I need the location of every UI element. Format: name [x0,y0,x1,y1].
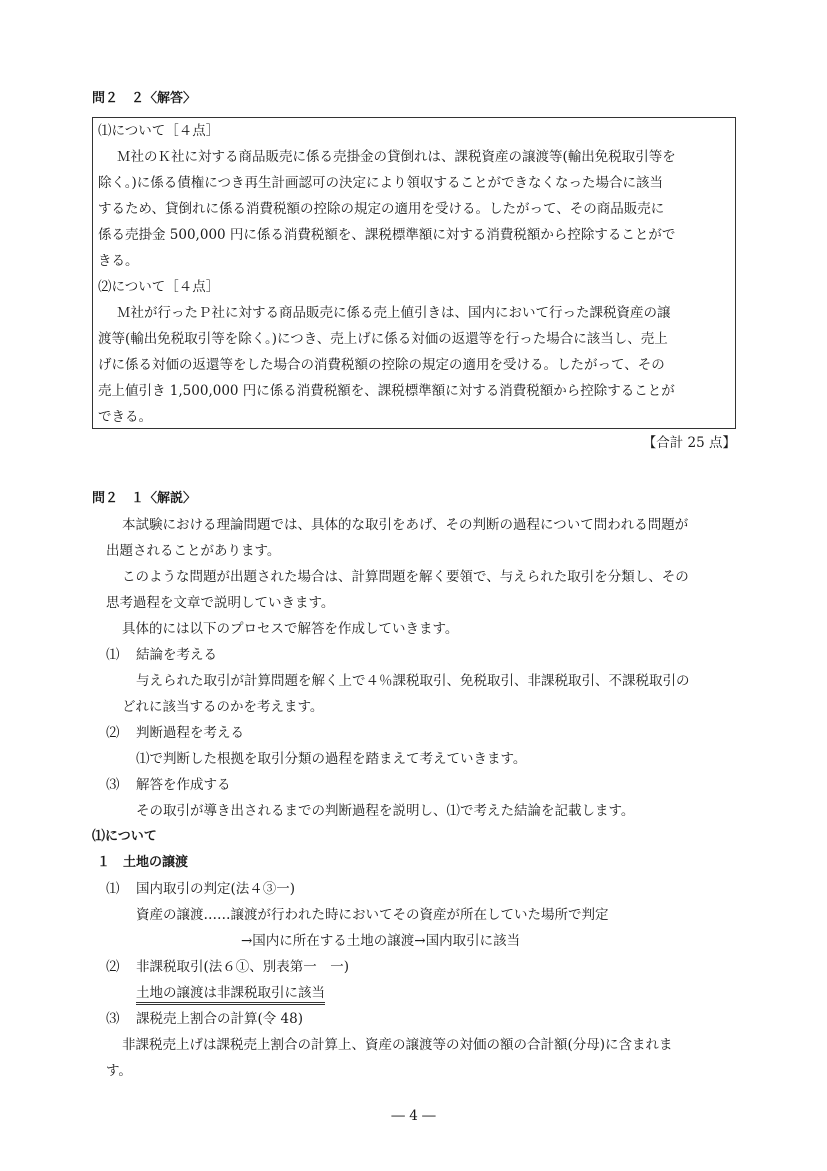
step-title: 結論を考える [136,647,217,663]
step-number: ⑴ [106,647,120,663]
item-number: ⑴ [106,881,120,897]
part1-line: Ｍ社のＫ社に対する商品販売に係る売掛金の貸倒れは、課税資産の譲渡等(輸出免税取引等を [117,149,676,165]
intro-line: 具体的には以下のプロセスで解答を作成していきます。 [122,621,459,637]
item-title: 課税売上割合の計算(令 48) [136,1011,304,1027]
step-number: ⑵ [106,725,120,741]
item-line-wrapper [136,983,325,1003]
step-title: 判断過程を考える [136,725,244,741]
answer-heading: 問２ ２〈解答〉 [92,91,197,106]
step-line: 与えられた取引が計算問題を解く上で４％課税取引、免税取引、非課税取引、不課税取引の [136,673,690,689]
step-line: その取引が導き出されるまでの判断過程を説明し、⑴で考えた結論を記載します。 [136,803,635,819]
part2-heading: ⑵について［４点］ [98,279,220,295]
topic-title: １ 土地の譲渡 [97,855,189,870]
part2-line: げに係る対価の返還等をした場合の消費税額の控除の規定の適用を受ける。したがって、その [98,357,665,373]
part1-heading: ⑴について［４点］ [98,123,220,139]
intro-line: 思考過程を文章で説明していきます。 [106,595,335,611]
item-line: す。 [106,1063,132,1079]
intro-line: 本試験における理論問題では、具体的な取引をあげ、その判断の過程について問われる問題が [122,517,689,533]
item-number: ⑶ [106,1011,120,1027]
item-title: 国内取引の判定(法４③一) [136,881,296,897]
part2-line: できる。 [98,409,152,425]
item-line: 資産の譲渡……譲渡が行われた時においてその資産が所在していた場所で判定 [136,907,609,923]
item-line: 非課税売上げは課税売上割合の計算上、資産の譲渡等の対価の額の合計額(分母)に含まれま [122,1037,673,1053]
page-number: ― 4 ― [391,1108,436,1124]
part2-line: 売上値引き 1,500,000 円に係る消費税額を、課税標準額に対する消費税額から控除することが [98,383,675,399]
part1-line: きる。 [98,253,139,269]
underlined-conclusion: 土地の譲渡は非課税取引に該当 [136,985,325,1005]
intro-line: 出題されることがあります。 [106,543,281,559]
item-line: →国内に所在する土地の譲渡→国内取引に該当 [241,933,521,949]
item-title: 非課税取引(法６①、別表第一 一) [136,959,350,975]
part1-line: するため、貸倒れに係る消費税額の控除の規定の適用を受ける。したがって、その商品販売に [98,201,665,217]
intro-line: このような問題が出題された場合は、計算問題を解く要領で、与えられた取引を分類し、その [122,569,689,585]
step-line: どれに該当するのかを考えます。 [122,699,324,715]
step-line: ⑴で判断した根拠を取引分類の過程を踏まえて考えていきます。 [136,751,527,767]
sub-heading: ⑴について [92,829,157,844]
part2-line: Ｍ社が行ったＰ社に対する商品販売に係る売上値引きは、国内において行った課税資産の譲 [117,305,671,321]
part1-line: 係る売掛金 500,000 円に係る消費税額を、課税標準額に対する消費税額から控除することがで [98,227,676,243]
part2-line: 渡等(輸出免税取引等を除く。)につき、売上げに係る対価の返還等を行った場合に該当し、売上 [98,331,668,347]
item-number: ⑵ [106,959,120,975]
explanation-heading: 問２ １〈解説〉 [92,491,197,506]
total-score: 【合計 25 点】 [642,435,736,451]
step-title: 解答を作成する [136,777,231,793]
part1-line: 除く。)に係る債権につき再生計画認可の決定により領収することができなくなった場合に該当 [98,175,663,191]
step-number: ⑶ [106,777,120,793]
